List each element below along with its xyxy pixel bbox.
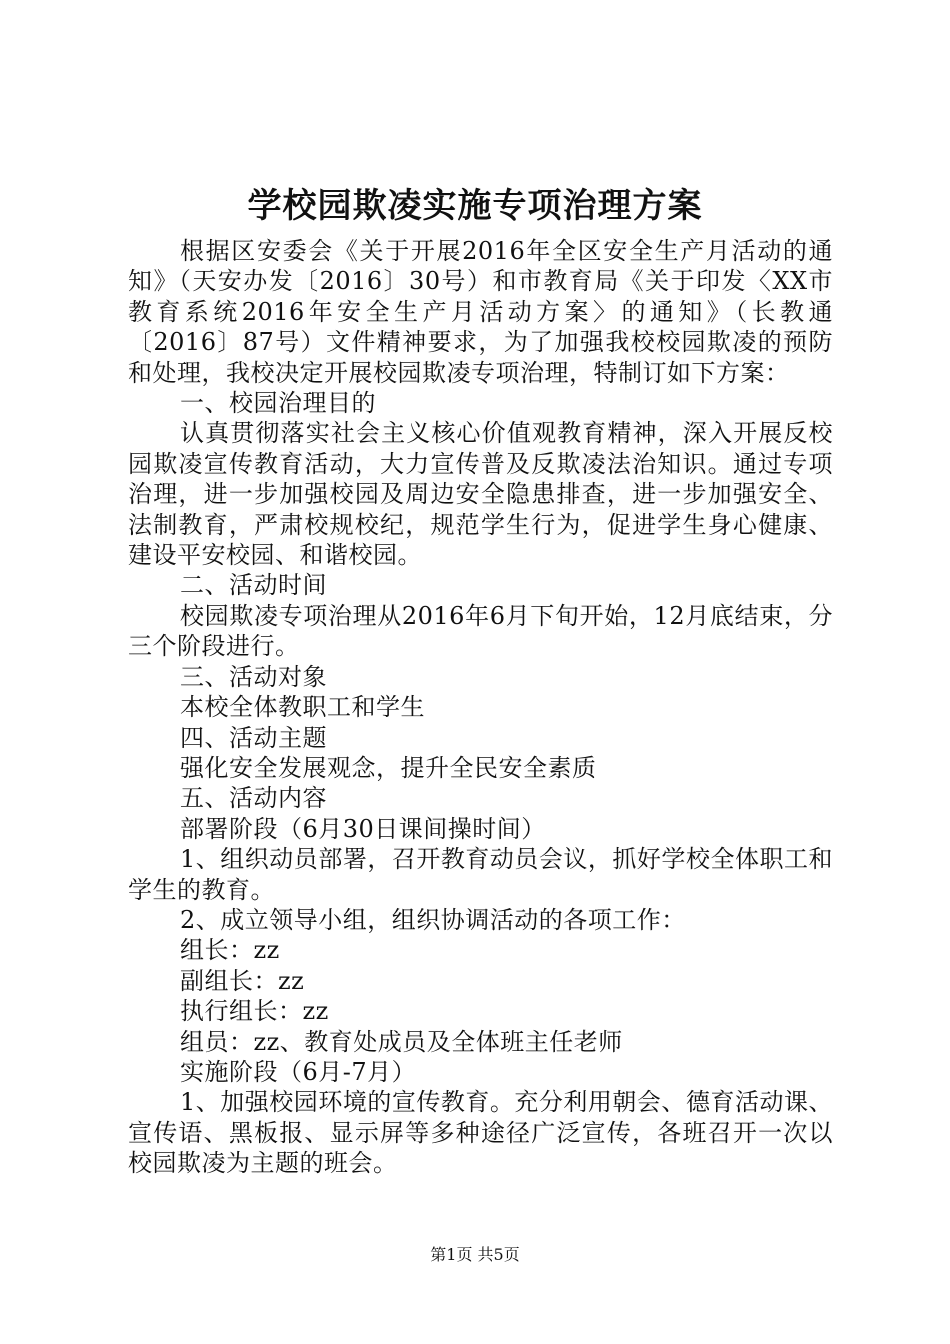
group-leader-line: 组长：zz — [180, 936, 280, 965]
deployment-stage-heading: 部署阶段（6月30日课间操时间） — [180, 814, 546, 843]
target-paragraph: 本校全体教职工和学生 — [180, 693, 425, 722]
section-heading-theme: 四、活动主题 — [180, 723, 327, 752]
section-heading-time: 二、活动时间 — [180, 571, 327, 600]
page-number-footer: 第1页 共5页 — [430, 1245, 520, 1264]
deployment-item-2: 2、成立领导小组，组织协调活动的各项工作： — [180, 905, 686, 934]
document-title: 学校园欺凌实施专项治理方案 — [247, 186, 703, 226]
intro-paragraph: 根据区安委会《关于开展2016年全区安全生产月活动的通知》（天安办发〔2016〕30号）和市教育局《关于印发〈XX市教育系统2016年安全生产月活动方案〉的通知》（长教通〔2016〕87号）文件精神要求，为了加强我校校园欺凌的预防和处理，我校决定开展校园欺凌专项治理，特制订如下方案： — [128, 237, 833, 387]
executive-leader-line: 执行组长：zz — [180, 997, 329, 1026]
section-heading-target: 三、活动对象 — [180, 662, 327, 691]
document-body — [128, 236, 833, 1179]
goal-paragraph: 认真贯彻落实社会主义核心价值观教育精神，深入开展反校园欺凌宣传教育活动，大力宣传普及反欺凌法治知识。通过专项治理，进一步加强校园及周边安全隐患排查，进一步加强安全、法制教育，严肃校规校纪，规范学生行为，促进学生身心健康、建设平安校园、和谐校园。 — [128, 419, 833, 570]
deployment-item-1: 1、组织动员部署，召开教育动员会议，抓好学校全体职工和学生的教育。 — [128, 845, 833, 904]
implementation-stage-heading: 实施阶段（6月-7月） — [180, 1057, 417, 1086]
section-heading-goal: 一、校园治理目的 — [180, 389, 376, 418]
theme-paragraph: 强化安全发展观念，提升全民安全素质 — [180, 753, 597, 782]
section-heading-content: 五、活动内容 — [180, 784, 327, 813]
implementation-item-1: 1、加强校园环境的宣传教育。充分利用朝会、德育活动课、宣传语、黑板报、显示屏等多种途径广泛宣传，各班召开一次以校园欺凌为主题的班会。 — [128, 1088, 833, 1178]
deputy-leader-line: 副组长：zz — [180, 966, 305, 995]
group-members-line: 组员：zz、教育处成员及全体班主任老师 — [180, 1027, 623, 1056]
time-paragraph: 校园欺凌专项治理从2016年6月下旬开始，12月底结束，分三个阶段进行。 — [128, 601, 833, 661]
